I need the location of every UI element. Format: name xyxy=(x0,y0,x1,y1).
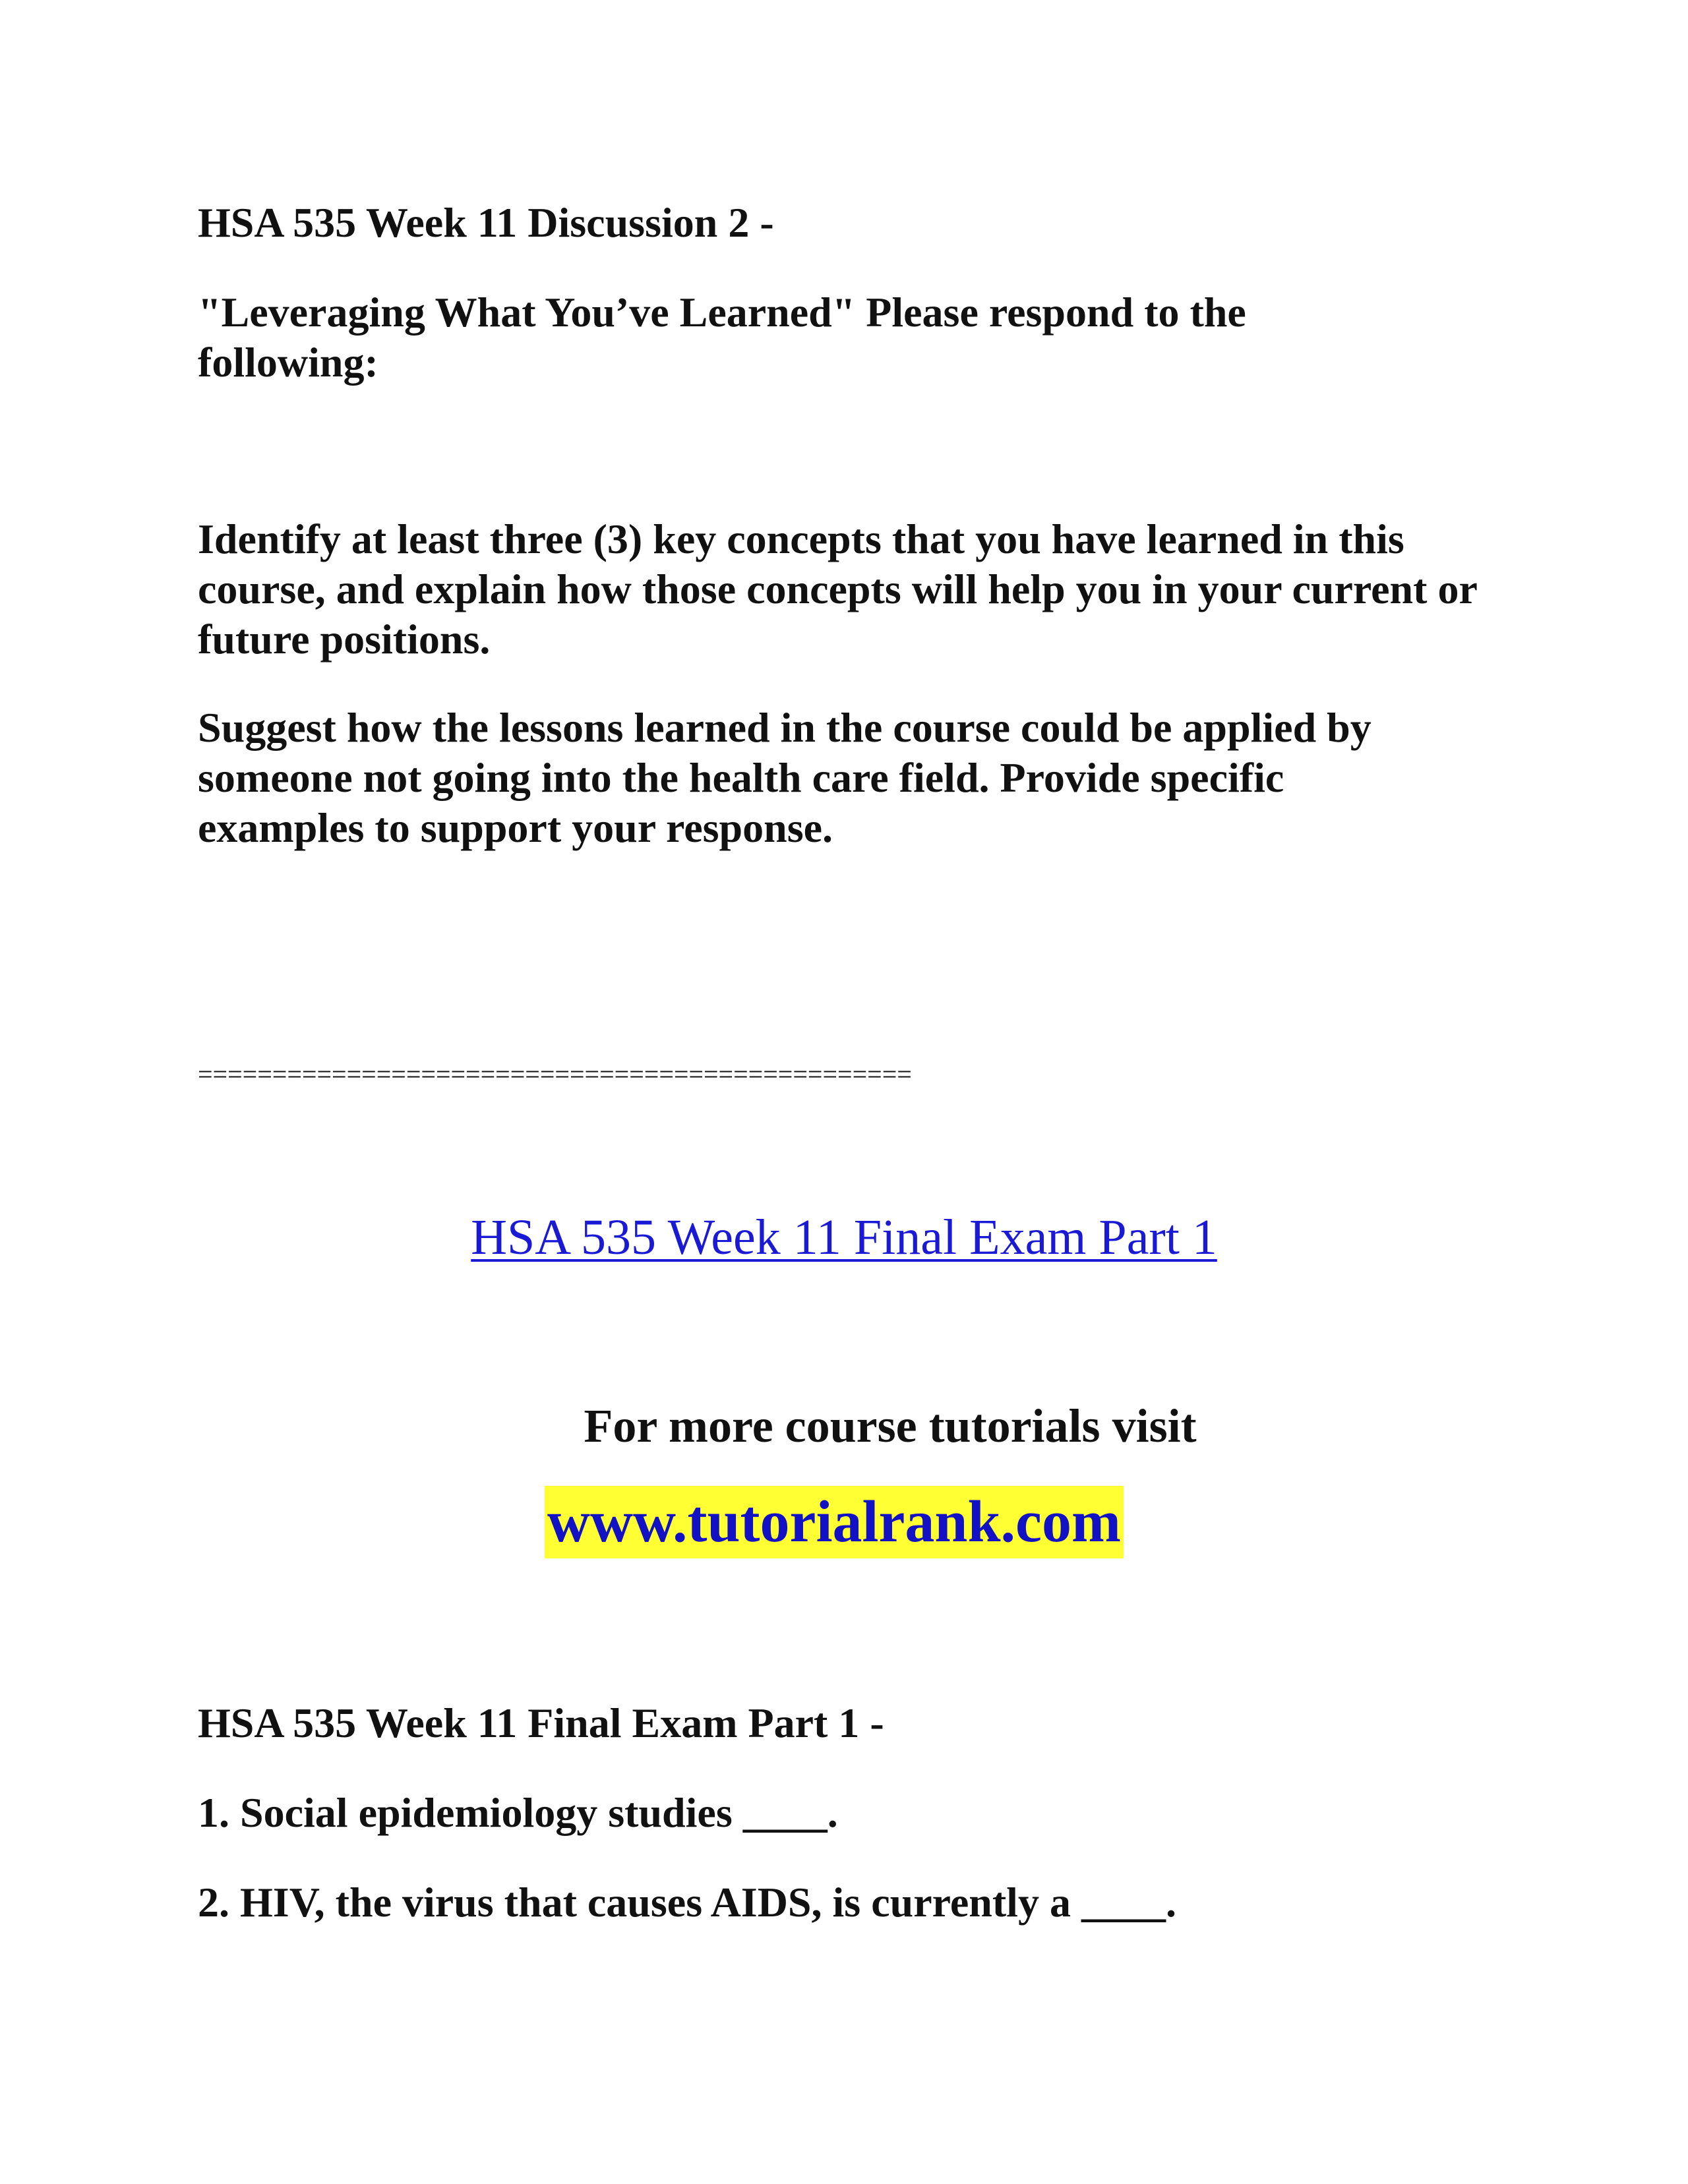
discussion-instruction-concepts: Identify at least three (3) key concepts that you have learned in this course, and explain how those concepts will help you in your current or future positions. xyxy=(198,516,1477,663)
final-exam-part1-link[interactable]: HSA 535 Week 11 Final Exam Part 1 xyxy=(471,1210,1217,1265)
promo-text: For more course tutorials visit xyxy=(584,1400,1197,1452)
exam-title: HSA 535 Week 11 Final Exam Part 1 - xyxy=(198,1699,884,1746)
exam-question-1: 1. Social epidemiology studies ____. xyxy=(198,1789,838,1836)
section-separator: ================================================ xyxy=(198,1059,912,1089)
discussion-title: HSA 535 Week 11 Discussion 2 - xyxy=(198,199,774,246)
exam-question-2: 2. HIV, the virus that causes AIDS, is currently a ____. xyxy=(198,1879,1176,1926)
discussion-instruction-application: Suggest how the lessons learned in the course could be applied by someone not going into the health care field. Provide specific examples to support your response. xyxy=(198,704,1372,851)
tutorial-site-link[interactable]: www.tutorialrank.com xyxy=(545,1486,1124,1558)
promo-site-container xyxy=(545,1486,1124,1558)
next-document-link-container xyxy=(0,1208,1688,1267)
discussion-prompt: "Leveraging What You’ve Learned" Please respond to the following: xyxy=(198,289,1246,386)
